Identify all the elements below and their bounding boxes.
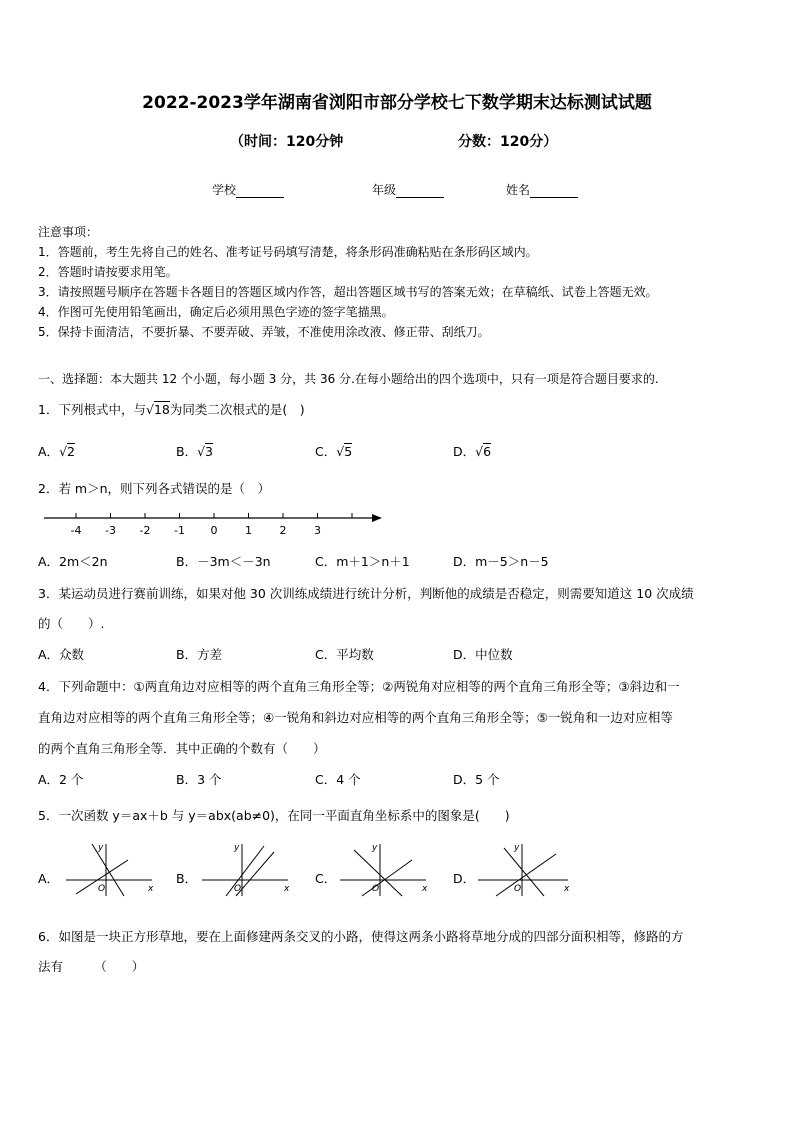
q5-graph-c[interactable] bbox=[336, 840, 432, 898]
q1-radicand: 18 bbox=[153, 402, 170, 417]
notice-heading: 注意事项： bbox=[38, 225, 99, 239]
x-axis-label: x bbox=[564, 884, 570, 894]
x-axis-label: x bbox=[422, 884, 428, 894]
q4-option-d[interactable]: D．5 个 bbox=[453, 772, 500, 787]
origin-label: O bbox=[234, 884, 242, 894]
q2-option-b[interactable]: B．－3m＜－3n bbox=[176, 554, 271, 569]
option-radicand: 5 bbox=[344, 444, 353, 459]
grade-label: 年级 bbox=[372, 183, 397, 197]
x-axis-label: x bbox=[284, 884, 290, 894]
option-label: C． bbox=[315, 444, 337, 459]
question-4-line-2: 直角边对应相等的两个直角三角形全等；④一锐角和斜边对应相等的两个直角三角形全等；⑤一锐角和一边对应相等 bbox=[38, 710, 673, 725]
q1-option-b[interactable]: B．√3 bbox=[176, 444, 213, 459]
question-1-stem bbox=[38, 400, 305, 418]
q5-option-b[interactable]: B． bbox=[176, 871, 198, 886]
origin-label: O bbox=[514, 884, 522, 894]
line-1 bbox=[92, 844, 124, 896]
q1-option-c[interactable]: C．√5 bbox=[315, 444, 353, 459]
q3-option-a[interactable]: A．众数 bbox=[38, 647, 85, 662]
option-label: A． bbox=[38, 444, 60, 459]
arrow-icon bbox=[372, 514, 382, 522]
exam-time: （时间：120分钟 bbox=[230, 134, 344, 150]
option-label: D． bbox=[453, 444, 476, 459]
notice-block bbox=[38, 222, 658, 342]
question-5-stem: 5．一次函数 y＝ax＋b 与 y＝abx(ab≠0)，在同一平面直角坐标系中的图象是( ) bbox=[38, 808, 510, 823]
section-heading: 一、选择题：本大题共 12 个小题，每小题 3 分，共 36 分.在每小题给出的四个选项中，只有一项是符合题目要求的. bbox=[38, 372, 659, 386]
question-6-line-2: 法有 （ ） bbox=[38, 959, 145, 974]
exam-score: 分数：120分） bbox=[458, 134, 558, 150]
q2-option-a[interactable]: A．2m＜2n bbox=[38, 554, 108, 569]
q4-option-c[interactable]: C．4 个 bbox=[315, 772, 361, 787]
question-3-line-1: 3．某运动员进行赛前训练，如果对他 30 次训练成绩进行统计分析，判断他的成绩是否稳定，则需要知道这 10 次成绩 bbox=[38, 586, 694, 601]
q1-text: 为同类二次根式的是( ) bbox=[169, 402, 305, 417]
number-line-tick-label: -3 bbox=[105, 524, 116, 537]
q5-graph-b[interactable] bbox=[198, 840, 294, 898]
q2-option-c[interactable]: C．m＋1＞n＋1 bbox=[315, 554, 410, 569]
y-axis-label: y bbox=[372, 843, 378, 853]
name-label: 姓名 bbox=[506, 183, 531, 197]
q5-graph-a[interactable] bbox=[62, 840, 158, 898]
number-line-tick-label: -1 bbox=[174, 524, 185, 537]
number-line bbox=[40, 508, 390, 544]
number-line-tick-label: -2 bbox=[139, 524, 151, 537]
notice-item: 5．保持卡面清洁，不要折暴、不要弄破、弄皱，不准使用涂改液、修正带、刮纸刀。 bbox=[38, 325, 490, 339]
notice-item: 4．作图可先使用铅笔画出，确定后必须用黑色字迹的签字笔描黑。 bbox=[38, 305, 394, 319]
number-line-tick-label: 0 bbox=[210, 524, 218, 537]
grade-field[interactable] bbox=[372, 181, 444, 198]
q4-option-a[interactable]: A．2 个 bbox=[38, 772, 84, 787]
q3-option-d[interactable]: D．中位数 bbox=[453, 647, 513, 662]
line-2 bbox=[496, 854, 556, 896]
school-field[interactable] bbox=[212, 181, 284, 198]
line-1 bbox=[504, 848, 544, 896]
q3-option-b[interactable]: B．方差 bbox=[176, 647, 223, 662]
number-line-tick-label: 2 bbox=[279, 524, 287, 537]
q3-option-c[interactable]: C．平均数 bbox=[315, 647, 374, 662]
q1-option-a[interactable]: A．√2 bbox=[38, 444, 75, 459]
option-radicand: 3 bbox=[205, 444, 213, 459]
q1-text: 1．下列根式中，与 bbox=[38, 402, 146, 417]
q5-option-d[interactable]: D． bbox=[453, 871, 476, 886]
q5-graph-d[interactable] bbox=[474, 840, 574, 898]
page-title: 2022-2023学年湖南省浏阳市部分学校七下数学期末达标测试试题 bbox=[142, 93, 652, 113]
q5-option-a[interactable]: A． bbox=[38, 871, 60, 886]
q1-option-d[interactable]: D．√6 bbox=[453, 444, 492, 459]
question-4-line-3: 的两个直角三角形全等．其中正确的个数有（ ） bbox=[38, 741, 326, 756]
notice-item: 2．答题时请按要求用笔。 bbox=[38, 265, 178, 279]
question-4-line-1: 4．下列命题中：①两直角边对应相等的两个直角三角形全等；②两锐角对应相等的两个直角三角形全等；③斜边和一 bbox=[38, 679, 680, 694]
option-radicand: 6 bbox=[483, 444, 492, 459]
q2-option-d[interactable]: D．m－5＞n－5 bbox=[453, 554, 549, 569]
name-field[interactable] bbox=[506, 181, 578, 198]
number-line-tick-label: 3 bbox=[314, 524, 321, 537]
q4-option-b[interactable]: B．3 个 bbox=[176, 772, 222, 787]
school-label: 学校 bbox=[212, 183, 237, 197]
notice-item: 1．答题前，考生先将自己的姓名、准考证号码填写清楚，将条形码准确粘贴在条形码区域内。 bbox=[38, 245, 538, 259]
number-line-tick-label: -4 bbox=[70, 524, 82, 537]
q5-option-c[interactable]: C． bbox=[315, 871, 337, 886]
notice-item: 3．请按照题号顺序在答题卡各题目的答题区域内作答，超出答题区域书写的答案无效；在草稿纸、试卷上答题无效。 bbox=[38, 285, 658, 299]
question-6-line-1: 6．如图是一块正方形草地，要在上面修建两条交叉的小路，使得这两条小路将草地分成的四部分面积相等，修路的方 bbox=[38, 929, 684, 944]
question-2-stem: 2．若 m＞n，则下列各式错误的是（ ） bbox=[38, 481, 271, 496]
y-axis-label: y bbox=[98, 843, 104, 853]
sqrt-symbol: √ bbox=[145, 402, 154, 417]
line-1 bbox=[226, 846, 264, 896]
question-3-line-2: 的（ ）. bbox=[38, 616, 105, 631]
origin-label: O bbox=[372, 884, 380, 894]
origin-label: O bbox=[98, 884, 106, 894]
x-axis-label: x bbox=[148, 884, 154, 894]
option-label: B． bbox=[176, 444, 198, 459]
option-radicand: 2 bbox=[67, 444, 75, 459]
number-line-tick-label: 1 bbox=[245, 524, 252, 537]
y-axis-label: y bbox=[514, 843, 520, 853]
y-axis-label: y bbox=[234, 843, 240, 853]
